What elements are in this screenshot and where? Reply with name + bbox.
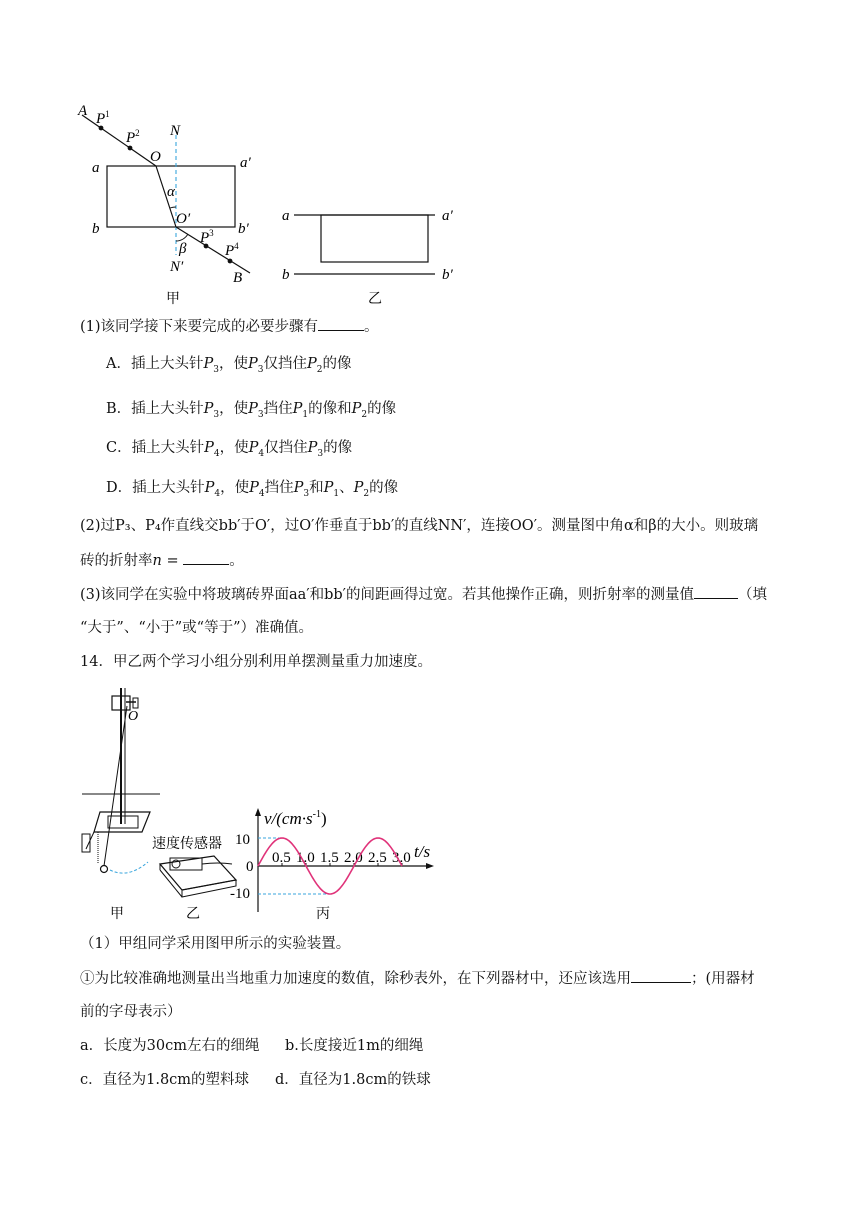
q13-part1: (1)该同学接下来要完成的必要步骤有 。 (80, 316, 379, 337)
ytick-0: 0 (246, 859, 254, 875)
q13-option-b[interactable]: B．插上大头针$P_3$，使$P_3$挡住$P_1$的像和$P_2$的像 (106, 401, 397, 420)
q13-option-a[interactable]: A．插上大头针$P_3$，使$P_3$仅挡住$P_2$的像 (106, 356, 352, 375)
q13-part3-line2: “大于”、“小于”或“等于”）准确值。 (80, 620, 313, 636)
beta-arc (176, 234, 188, 241)
label-P3: $P^3$ (200, 228, 214, 246)
label-b: b (92, 221, 100, 237)
pendulum-string (104, 706, 127, 866)
xtick-label: 2.5 (368, 850, 387, 866)
q13-part2-line2: 砖的折射率n = 。 (80, 550, 244, 571)
xtick-label: 0.5 (272, 850, 291, 866)
yi-label-b: b (282, 267, 290, 283)
ytick-m10: -10 (230, 886, 250, 902)
yi-glass-block (321, 215, 428, 262)
q14-option-c[interactable]: c．直径为1.8cm的塑料球 (80, 1072, 250, 1088)
pendulum-bob (101, 866, 108, 873)
label-alpha: α (167, 184, 175, 200)
q14-q1-line2: 前的字母表示） (80, 1004, 182, 1020)
label-P4: $P^4$ (225, 241, 239, 259)
velocity-chart (230, 808, 434, 922)
xtick-label: 1.5 (320, 850, 339, 866)
alpha-arc (170, 207, 176, 208)
label-B: B (233, 270, 243, 286)
sensor-base (160, 856, 236, 890)
pivot-label-O: O (128, 709, 139, 724)
ytick-10: 10 (235, 832, 250, 848)
label-O: O (150, 149, 161, 165)
stand-block (108, 816, 138, 828)
refraction-figure (70, 95, 490, 310)
label-N-prime: N′ (170, 259, 184, 275)
q14-sub1: （1）甲组同学采用图甲所示的实验装置。 (80, 936, 351, 952)
q13-part3-blank[interactable] (694, 584, 738, 599)
q14-option-b[interactable]: b.长度接近1m的细绳 (285, 1038, 424, 1054)
q14-q1-line1: ①为比较准确地测量出当地重力加速度的数值，除秒表外，在下列器材中，还应该选用 ；(用器材 (80, 968, 755, 989)
label-a: a (92, 160, 100, 176)
caption-yi: 乙 (368, 292, 382, 307)
q14-title: 14．甲乙两个学习小组分别利用单摆测量重力加速度。 (80, 654, 432, 670)
q13-part1-blank[interactable] (318, 316, 364, 331)
swing-arc (110, 862, 148, 873)
label-O-prime: O′ (176, 211, 191, 227)
label-beta: β (179, 241, 187, 257)
q13-part2-blank[interactable] (183, 550, 229, 565)
label-A: A (78, 103, 88, 119)
q14-option-a[interactable]: a．长度为30cm左右的细绳 (80, 1038, 260, 1054)
pin-p2 (128, 146, 133, 151)
q13-part3-line1: (3)该同学在实验中将玻璃砖界面aa′和bb′的间距画得过宽。若其他操作正确，则折射率的测量值 （填 (80, 584, 767, 605)
label-b-prime: b′ (238, 221, 249, 237)
yi-label-a: a (282, 208, 290, 224)
caption-jia: 甲 (166, 292, 180, 307)
xtick-label: 2.0 (344, 850, 363, 866)
caption-14-jia: 甲 (110, 907, 124, 922)
incident-ray (82, 115, 156, 166)
xtick-label: 1.0 (296, 850, 315, 866)
pendulum-figure (78, 684, 448, 926)
label-a-prime: a′ (240, 155, 251, 171)
chart-y-label: $v/(cm\cdot s^{-1})$ (264, 809, 327, 828)
label-P1: $P^1$ (96, 109, 110, 127)
xtick-label: 3.0 (392, 850, 411, 866)
pin-p4 (228, 259, 233, 264)
yi-label-b-prime: b′ (442, 267, 453, 283)
caption-14-yi: 乙 (186, 907, 200, 922)
yi-label-a-prime: a′ (442, 208, 453, 224)
chart-x-label: t/s (414, 842, 431, 861)
q13-option-c[interactable]: C．插上大头针$P_4$，使$P_4$仅挡住$P_3$的像 (106, 440, 353, 459)
label-P2: $P^2$ (126, 128, 140, 146)
label-N: N (170, 123, 181, 139)
q13-part2-line1: (2)过P₃、P₄作直线交bb′于O′，过O′作垂直于bb′的直线NN′，连接OO′。测量图中角α和β的大小。则玻璃 (80, 518, 759, 534)
q13-option-d[interactable]: D．插上大头针$P_4$，使$P_4$挡住$P_3$和$P_1$、$P_2$的像 (106, 480, 399, 499)
q14-option-d[interactable]: d．直径为1.8cm的铁球 (275, 1072, 431, 1088)
sensor-label: 速度传感器 (152, 837, 222, 852)
caption-14-bing: 丙 (316, 907, 330, 922)
q14-q1-blank[interactable] (631, 968, 691, 983)
